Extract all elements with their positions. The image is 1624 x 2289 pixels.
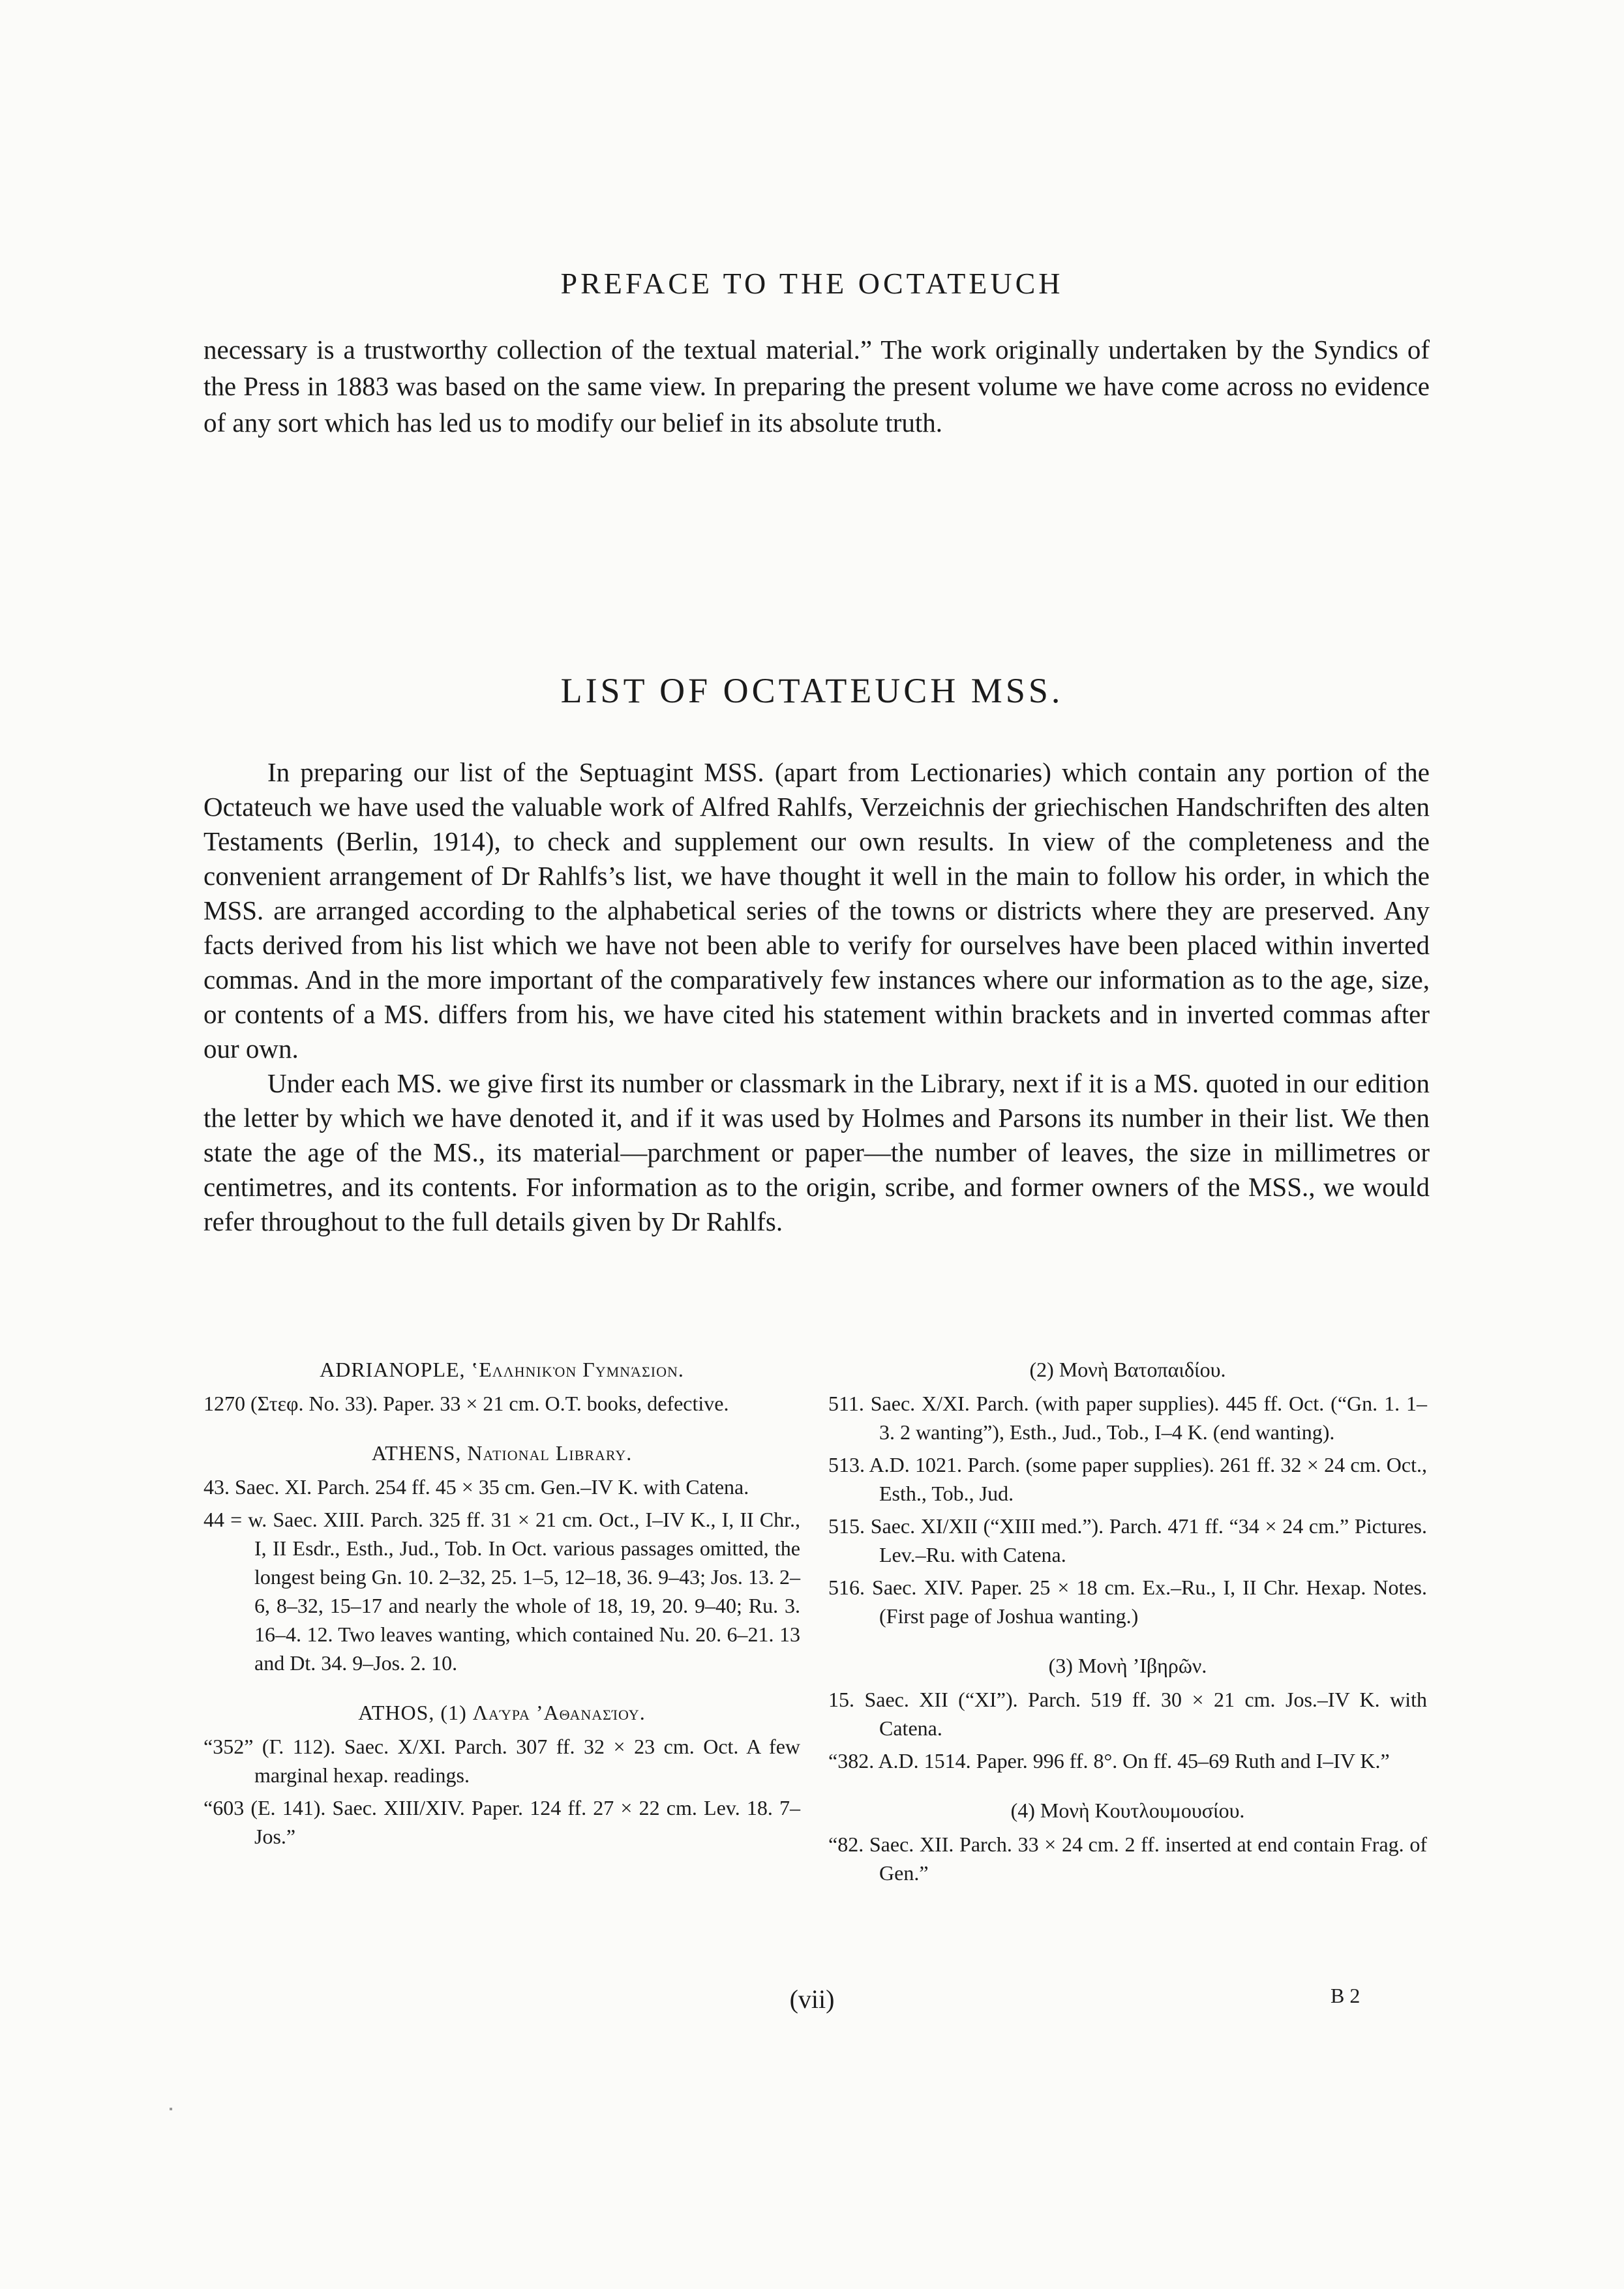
- entry-44: 44 = w. Saec. XIII. Parch. 325 ff. 31 × 21 cm. Oct., I–IV K., I, II Chr., I, II Esdr., Esth., Jud., Tob. In Oct. various passages omitted, the longest being Gn. 10. 2–32, 25. 1–5, 12–18, 36. 9–43; Jos. 13. 2–6, 8–32, 15–17 and nearly the whole of 18, 19, 20. 9–40; Ru. 3. 16–4. 12. Two leaves wanting, which contained Nu. 20. 6–21. 13 and Dt. 34. 9–Jos. 2. 10.: [203, 1508, 800, 1675]
- body-text: [203, 755, 1430, 1239]
- heading-adrianople: ADRIANOPLE, ‛Ελληνικὸν Γυμνάσιον.: [320, 1358, 684, 1381]
- entry-511: 511. Saec. X/XI. Parch. (with paper supplies). 445 ff. Oct. (“Gn. 1. 1–3. 2 wanting”), Esth., Jud., Tob., I–4 K. (end wanting).: [828, 1392, 1427, 1444]
- entry-1270: 1270 (Στεφ. No. 33). Paper. 33 × 21 cm. O.T. books, defective.: [203, 1392, 729, 1415]
- body-paragraph-1: In preparing our list of the Septuagint MSS. (apart from Lectionaries) which contain any portion of the Octateuch we have used the valuable work of Alfred Rahlfs, Verzeichnis der griechischen Handschriften des alten Testaments (Berlin, 1914), to check and supplement our own results. In view of the completeness and the convenient arrangement of Dr Rahlfs’s list, we have thought it well in the main to follow his order, in which the MSS. are arranged according to the alphabetical series of the towns or districts where they are preserved. Any facts derived from his list which we have not been able to verify for ourselves have been placed within inverted commas. And in the more important of the comparatively few instances where our information as to the age, size, or contents of a MS. differs from his, we have cited his statement within brackets and in inverted commas after our own.: [203, 757, 1430, 1064]
- body-paragraph-2: Under each MS. we give first its number or classmark in the Library, next if it is a MS. quoted in our edition the letter by which we have denoted it, and if it was used by Holmes and Parsons its number in their list. We then state the age of the MS., its material—parchment or paper—the number of leaves, the size in millimetres or centimetres, and its contents. For information as to the origin, scribe, and former owners of the MSS., we would refer throughout to the full details given by Dr Rahlfs.: [203, 1068, 1430, 1236]
- entry-82: “82. Saec. XII. Parch. 33 × 24 cm. 2 ff. inserted at end contain Frag. of Gen.”: [828, 1833, 1427, 1885]
- heading-vatopedi: (2) Μονὴ Βατοπαιδίου.: [1029, 1358, 1226, 1381]
- signature-mark: B 2: [1331, 1984, 1361, 2007]
- intro-paragraph: necessary is a trustworthy collection of the textual material.” The work originally undertaken by the Syndics of the Press in 1883 was based on the same view. In preparing the present volume we have come across no evidence of any sort which has led us to modify our belief in its absolute truth.: [203, 335, 1430, 438]
- entry-15: 15. Saec. XII (“XI”). Parch. 519 ff. 30 × 21 cm. Jos.–IV K. with Catena.: [828, 1688, 1427, 1740]
- page-number: (vii): [789, 1984, 835, 2014]
- heading-athens: ATHENS, National Library.: [371, 1441, 633, 1465]
- heading-koutloumousi: (4) Μονὴ Κουτλουμουσίου.: [1010, 1799, 1245, 1822]
- entry-43: 43. Saec. XI. Parch. 254 ff. 45 × 35 cm. Gen.–IV K. with Catena.: [203, 1475, 749, 1499]
- section-title: LIST OF OCTATEUCH MSS.: [560, 671, 1064, 710]
- heading-iviron: (3) Μονὴ ’Ιβηρῶν.: [1048, 1654, 1207, 1677]
- entry-515: 515. Saec. XI/XII (“XIII med.”). Parch. 471 ff. “34 × 24 cm.” Pictures. Lev.–Ru. with Catena.: [828, 1514, 1427, 1566]
- entry-603: “603 (E. 141). Saec. XIII/XIV. Paper. 124 ff. 27 × 22 cm. Lev. 18. 7–Jos.”: [203, 1796, 800, 1848]
- right-column: [828, 1355, 1427, 1891]
- entry-382: “382. A.D. 1514. Paper. 996 ff. 8°. On ff. 45–69 Ruth and I–IV K.”: [828, 1749, 1390, 1773]
- entry-352: “352” (Γ. 112). Saec. X/XI. Parch. 307 ff. 32 × 23 cm. Oct. A few marginal hexap. readings.: [203, 1735, 800, 1787]
- intro-text: [203, 331, 1430, 441]
- margin-mark: [170, 2108, 172, 2110]
- entry-516: 516. Saec. XIV. Paper. 25 × 18 cm. Ex.–Ru., I, II Chr. Hexap. Notes. (First page of Joshua wanting.): [828, 1576, 1427, 1628]
- running-head: PREFACE TO THE OCTATEUCH: [560, 267, 1064, 300]
- left-column: [203, 1355, 800, 1855]
- entry-513: 513. A.D. 1021. Parch. (some paper supplies). 261 ff. 32 × 24 cm. Oct., Esth., Tob., Jud.: [828, 1453, 1427, 1505]
- heading-athos: ATHOS, (1) Λαύρα ’Αθανασίου.: [358, 1701, 646, 1724]
